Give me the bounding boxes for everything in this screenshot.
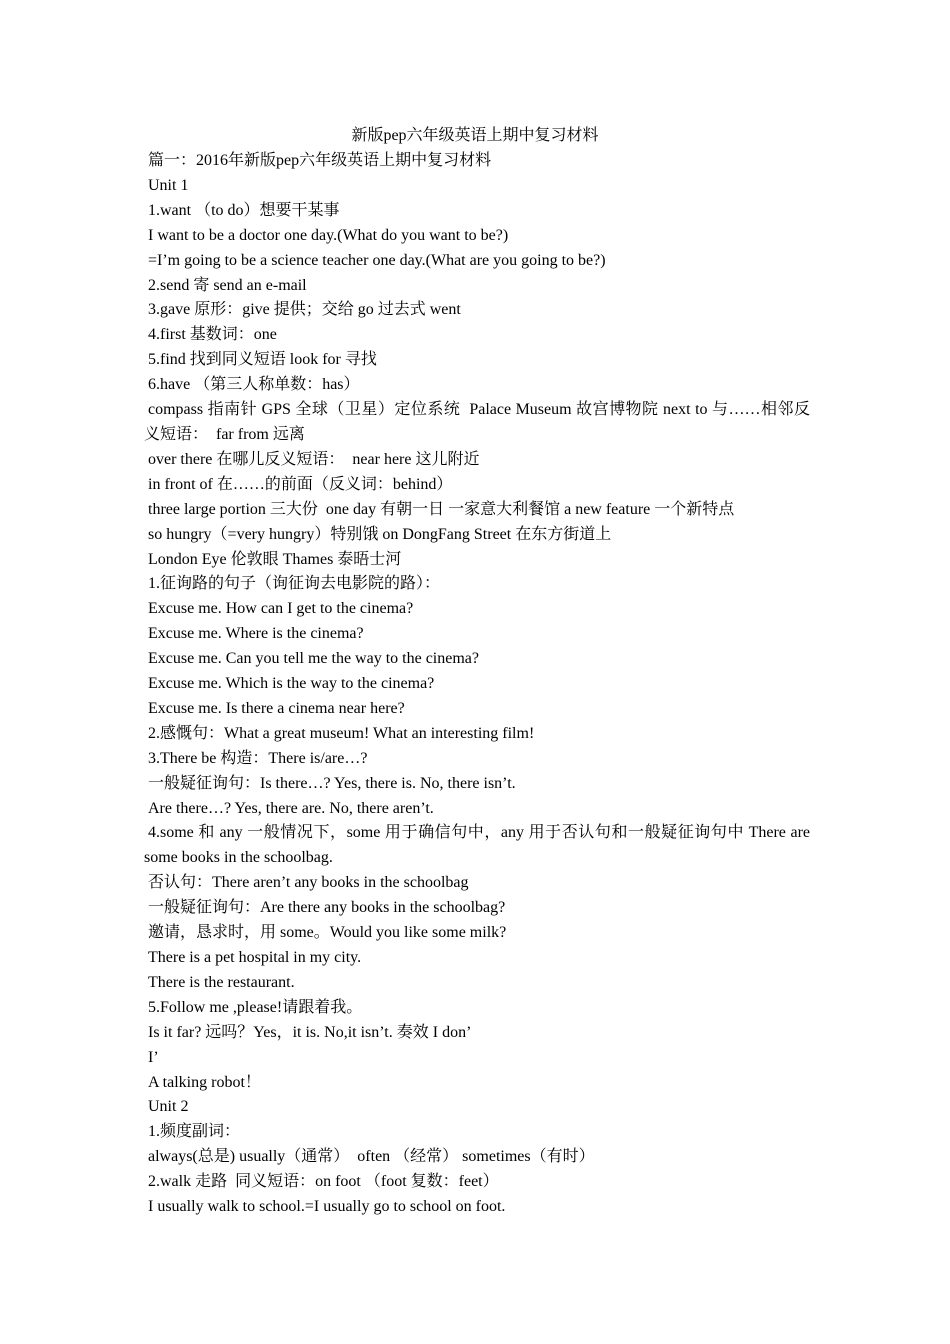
text-line: 1.want （to do）想要干某事 xyxy=(148,201,340,219)
text-line: =I’m going to be a science teacher one day.(What are you going to be?) xyxy=(148,251,606,269)
text-line: 3.There be 构造：There is/are…? xyxy=(148,749,368,767)
text-line: 邀请，恳求时，用 some。Would you like some milk? xyxy=(148,924,507,942)
text-line: 6.have （第三人称单数：has） xyxy=(148,376,360,394)
text-line: 4.first 基数词：one xyxy=(148,326,277,344)
text-line: A talking robot！ xyxy=(148,1073,261,1091)
text-line: 1.征询路的句子（询征询去电影院的路）： xyxy=(148,575,441,593)
text-line: so hungry（=very hungry）特别饿 on DongFang Street 在东方街道上 xyxy=(148,525,612,543)
text-line: Excuse me. Is there a cinema near here? xyxy=(148,699,405,717)
text-line: 否认句：There aren’t any books in the schoolbag xyxy=(148,874,469,892)
text-line: Excuse me. Which is the way to the cinema? xyxy=(148,675,435,693)
text-line: 2.感慨句：What a great museum! What an interesting film! xyxy=(148,724,535,742)
text-line: 4.some 和 any 一般情况下，some 用于确信句中，any 用于否认句和一般疑征询句中 There are some books in the schoolbag. xyxy=(144,824,814,867)
text-line: There is the restaurant. xyxy=(148,973,295,991)
text-line: Unit 2 xyxy=(148,1098,189,1116)
text-line: Are there…? Yes, there are. No, there aren’t. xyxy=(148,799,434,817)
text-line: Excuse me. Where is the cinema? xyxy=(148,625,364,643)
text-line: always(总是) usually（通常） often （经常） sometimes（有时） xyxy=(148,1148,595,1166)
text-line: Unit 1 xyxy=(148,176,189,194)
text-line: Is it far? 远吗？Yes，it is. No,it isn’t. 奏效 I don’ xyxy=(148,1023,472,1041)
text-line: London Eye 伦敦眼 Thames 泰晤士河 xyxy=(148,550,402,568)
text-line: Excuse me. How can I get to the cinema? xyxy=(148,600,414,618)
text-line: 一般疑征询句：Are there any books in the schoolbag? xyxy=(148,899,506,917)
document-body xyxy=(144,149,814,1220)
text-line: 5.find 找到同义短语 look for 寻找 xyxy=(148,351,377,369)
text-line: 3.gave 原形：give 提供；交给 go 过去式 went xyxy=(148,301,461,319)
text-line: I usually walk to school.=I usually go to school on foot. xyxy=(148,1198,506,1216)
text-line: compass 指南针 GPS 全球（卫星）定位系统 Palace Museum 故宫博物院 next to 与……相邻反义短语： far from 远离 xyxy=(144,401,810,443)
text-line: over there 在哪儿反义短语： near here 这儿附近 xyxy=(148,450,480,468)
text-line: 1.频度副词： xyxy=(148,1123,241,1141)
text-line: I want to be a doctor one day.(What do you want to be?) xyxy=(148,226,509,244)
text-line: 5.Follow me ,please!请跟着我。 xyxy=(148,998,363,1016)
text-line: 2.walk 走路 同义短语：on foot （foot 复数：feet） xyxy=(148,1173,499,1191)
text-line: There is a pet hospital in my city. xyxy=(148,949,362,966)
document-title: 新版pep六年级英语上期中复习材料 xyxy=(351,127,599,144)
text-line: three large portion 三大份 one day 有朝一日 一家意大利餐馆 a new feature 一个新特点 xyxy=(148,500,735,518)
text-line: in front of 在……的前面（反义词：behind） xyxy=(148,475,453,493)
text-line: 2.send 寄 send an e-mail xyxy=(148,276,307,294)
text-line: 一般疑征询句：Is there…? Yes, there is. No, there isn’t. xyxy=(148,774,516,792)
text-line: 篇一：2016年新版pep六年级英语上期中复习材料 xyxy=(148,152,492,169)
text-line: Excuse me. Can you tell me the way to the cinema? xyxy=(148,650,479,668)
text-line: I’ xyxy=(148,1048,159,1066)
